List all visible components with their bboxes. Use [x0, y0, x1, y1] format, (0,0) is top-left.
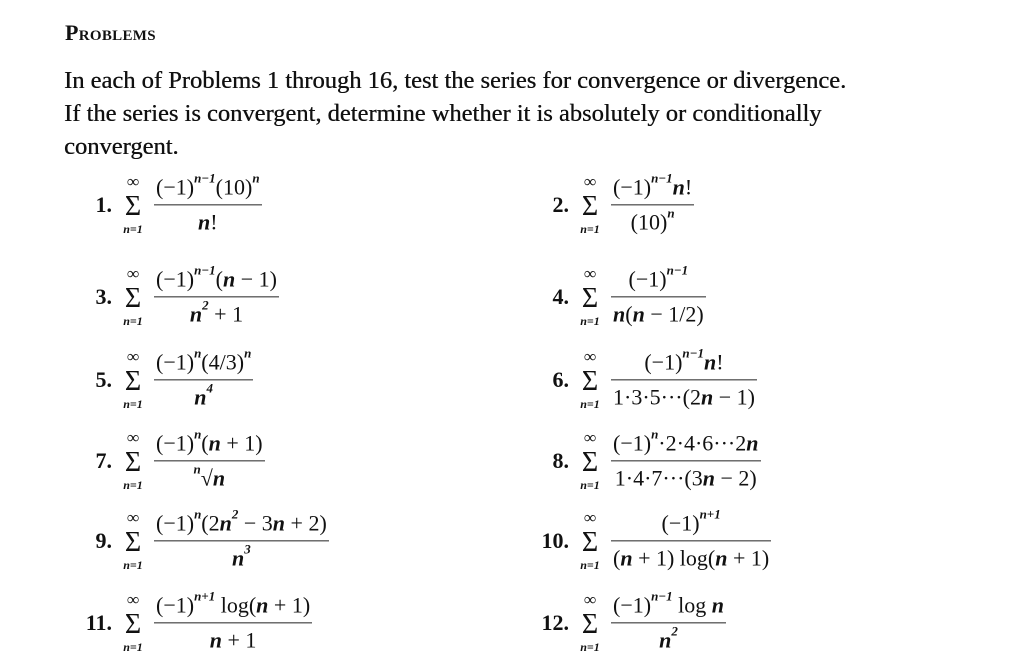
- sigma-symbol: Σ: [581, 527, 599, 558]
- summation: [575, 348, 605, 412]
- instructions-line-2: If the series is convergent, determine whether it is absolutely or conditionally: [64, 100, 822, 127]
- term: (: [215, 266, 223, 292]
- term: n: [197, 209, 211, 235]
- lower-limit: n=1: [123, 640, 143, 654]
- exponent: n: [244, 345, 252, 361]
- exponent: n−1: [194, 262, 216, 278]
- lower-limit: n=1: [580, 397, 600, 411]
- lower-limit: n=1: [123, 558, 143, 572]
- term: (4/3): [201, 349, 245, 375]
- numerator: [611, 588, 726, 622]
- term: n: [212, 465, 226, 491]
- term: n: [715, 545, 728, 571]
- fraction: [611, 262, 706, 331]
- term: − 1): [713, 384, 755, 410]
- sigma-symbol: Σ: [581, 447, 599, 478]
- term: n: [620, 545, 633, 571]
- term: n: [746, 430, 759, 456]
- term: (−1): [156, 430, 195, 456]
- term: n: [189, 301, 203, 327]
- sigma-symbol: Σ: [581, 191, 599, 222]
- term: n: [194, 384, 207, 410]
- upper-limit: ∞: [126, 264, 140, 283]
- term: (−1): [156, 174, 195, 200]
- sigma-symbol: Σ: [124, 283, 142, 314]
- upper-limit: ∞: [126, 347, 140, 366]
- numerator: [642, 345, 725, 379]
- upper-limit: ∞: [583, 172, 597, 191]
- fraction: [611, 426, 761, 495]
- denominator: [629, 206, 677, 240]
- term: (10): [630, 209, 668, 235]
- denominator: [196, 206, 220, 240]
- denominator: [230, 542, 253, 576]
- problem-number: 9.: [95, 528, 112, 553]
- term: (: [201, 430, 209, 456]
- upper-limit: ∞: [583, 264, 597, 283]
- term: n: [232, 545, 245, 571]
- exponent: 2: [671, 623, 678, 639]
- term: n: [256, 592, 269, 618]
- term: + 1): [268, 592, 311, 618]
- summation: [575, 429, 605, 493]
- summation: [575, 591, 605, 655]
- instructions-line-1: In each of Problems 1 through 16, test the series for convergence or divergence.: [64, 67, 847, 94]
- problem-number: 1.: [95, 192, 112, 217]
- fraction: [154, 506, 329, 575]
- problem-number: 2.: [552, 192, 569, 217]
- sigma-symbol: Σ: [581, 366, 599, 397]
- fraction: [154, 345, 253, 414]
- lower-limit: n=1: [580, 222, 600, 236]
- term: n: [208, 430, 221, 456]
- term: − 2): [715, 465, 757, 491]
- numerator: [627, 262, 691, 296]
- section-heading: Problems: [65, 20, 156, 45]
- numerator: [154, 426, 265, 460]
- exponent: 3: [244, 541, 251, 557]
- term: log(: [215, 592, 257, 618]
- problem-number: 10.: [541, 528, 569, 553]
- term: − 1/2): [644, 301, 704, 327]
- exponent: n−1: [666, 262, 689, 278]
- lower-limit: n=1: [123, 222, 143, 236]
- exponent: n: [194, 506, 202, 522]
- term: + 1): [727, 545, 770, 571]
- lower-limit: n=1: [580, 314, 600, 328]
- numerator: [154, 588, 312, 622]
- sigma-symbol: Σ: [124, 447, 142, 478]
- upper-limit: ∞: [126, 172, 140, 191]
- summation: [118, 509, 148, 573]
- fraction: [611, 506, 771, 575]
- term: n: [613, 301, 626, 327]
- lower-limit: n=1: [123, 314, 143, 328]
- term: − 1): [235, 266, 277, 292]
- denominator: [611, 542, 771, 576]
- term: (−1): [644, 349, 683, 375]
- denominator: [611, 298, 706, 332]
- denominator: [192, 462, 228, 496]
- lower-limit: n=1: [580, 478, 600, 492]
- problem-number: 3.: [95, 284, 112, 309]
- denominator: [208, 624, 259, 658]
- exponent: n+1: [194, 588, 216, 604]
- summation: [118, 429, 148, 493]
- fraction: [611, 170, 694, 239]
- problem-number: 5.: [95, 367, 112, 392]
- term: (: [613, 545, 621, 571]
- exponent: n: [252, 170, 260, 186]
- term: !: [684, 174, 693, 200]
- summation: [118, 173, 148, 237]
- term: !: [210, 209, 218, 235]
- term: (10): [215, 174, 253, 200]
- term: n: [219, 510, 232, 536]
- exponent: n+1: [699, 506, 721, 522]
- sigma-symbol: Σ: [124, 527, 142, 558]
- term: n: [272, 510, 286, 536]
- problem-number: 11.: [85, 610, 112, 635]
- term: n: [700, 384, 714, 410]
- term: ·2·4·6···2: [658, 430, 747, 456]
- term: (−1): [156, 349, 195, 375]
- exponent: n−1: [651, 170, 673, 186]
- term: n: [209, 627, 222, 653]
- numerator: [154, 345, 253, 379]
- term: (−1): [613, 430, 652, 456]
- exponent: n: [651, 426, 659, 442]
- fraction: [154, 262, 279, 331]
- summation: [575, 173, 605, 237]
- sigma-symbol: Σ: [124, 366, 142, 397]
- fraction: [154, 170, 262, 239]
- problem-number: 4.: [552, 284, 569, 309]
- numerator: [611, 426, 761, 460]
- term: 1·3·5···(2: [613, 384, 701, 410]
- fraction: [154, 426, 265, 495]
- sigma-symbol: Σ: [124, 609, 142, 640]
- summation: [118, 265, 148, 329]
- exponent: n: [194, 426, 202, 442]
- term: n: [223, 266, 236, 292]
- exponent: n: [193, 461, 201, 477]
- upper-limit: ∞: [583, 347, 597, 366]
- exponent: n: [194, 345, 202, 361]
- exponent: 2: [231, 506, 239, 522]
- term: (−1): [156, 592, 195, 618]
- term: + 2): [285, 510, 327, 536]
- exponent: n−1: [682, 345, 705, 361]
- term: (−1): [156, 510, 195, 536]
- term: n: [711, 592, 725, 618]
- denominator: [192, 381, 215, 415]
- term: n: [659, 627, 672, 653]
- term: √: [200, 465, 213, 491]
- lower-limit: n=1: [123, 397, 143, 411]
- term: (−1): [661, 510, 700, 536]
- denominator: [188, 298, 245, 332]
- summation: [118, 348, 148, 412]
- problem-number: 8.: [552, 448, 569, 473]
- summation: [575, 265, 605, 329]
- upper-limit: ∞: [583, 428, 597, 447]
- denominator: [657, 624, 680, 658]
- term: (−1): [156, 266, 195, 292]
- term: − 3: [238, 510, 273, 536]
- upper-limit: ∞: [126, 590, 140, 609]
- numerator: [154, 262, 279, 296]
- term: n: [632, 301, 645, 327]
- problem-number: 12.: [541, 610, 569, 635]
- sigma-symbol: Σ: [124, 191, 142, 222]
- exponent: n: [667, 205, 675, 221]
- upper-limit: ∞: [583, 508, 597, 527]
- term: (2: [201, 510, 220, 536]
- term: n: [702, 465, 715, 491]
- problem-number: 7.: [95, 448, 112, 473]
- numerator: [660, 506, 723, 540]
- problem-number: 6.: [552, 367, 569, 392]
- exponent: n−1: [194, 170, 216, 186]
- upper-limit: ∞: [583, 590, 597, 609]
- term: (−1): [628, 266, 667, 292]
- term: 1·4·7···(3: [614, 465, 703, 491]
- lower-limit: n=1: [580, 558, 600, 572]
- term: log: [672, 592, 712, 618]
- denominator: [613, 462, 759, 496]
- sigma-symbol: Σ: [581, 283, 599, 314]
- summation: [118, 591, 148, 655]
- term: + 1): [220, 430, 263, 456]
- fraction: [154, 588, 312, 657]
- term: (−1): [613, 592, 652, 618]
- exponent: 4: [206, 380, 214, 396]
- denominator: [611, 381, 757, 415]
- lower-limit: n=1: [580, 640, 600, 654]
- fraction: [611, 345, 757, 414]
- exponent: n−1: [651, 588, 673, 604]
- numerator: [611, 170, 694, 204]
- term: (−1): [613, 174, 652, 200]
- summation: [575, 509, 605, 573]
- term: n: [704, 349, 717, 375]
- numerator: [154, 506, 329, 540]
- term: + 1: [208, 301, 244, 327]
- term: + 1: [221, 627, 257, 653]
- upper-limit: ∞: [126, 508, 140, 527]
- fraction: [611, 588, 726, 657]
- instructions-line-3: convergent.: [64, 133, 179, 160]
- term: !: [716, 349, 724, 375]
- sigma-symbol: Σ: [581, 609, 599, 640]
- exponent: 2: [202, 297, 209, 313]
- term: + 1) log(: [632, 545, 716, 571]
- term: n: [672, 174, 685, 200]
- term: (: [625, 301, 633, 327]
- numerator: [154, 170, 262, 204]
- lower-limit: n=1: [123, 478, 143, 492]
- upper-limit: ∞: [126, 428, 140, 447]
